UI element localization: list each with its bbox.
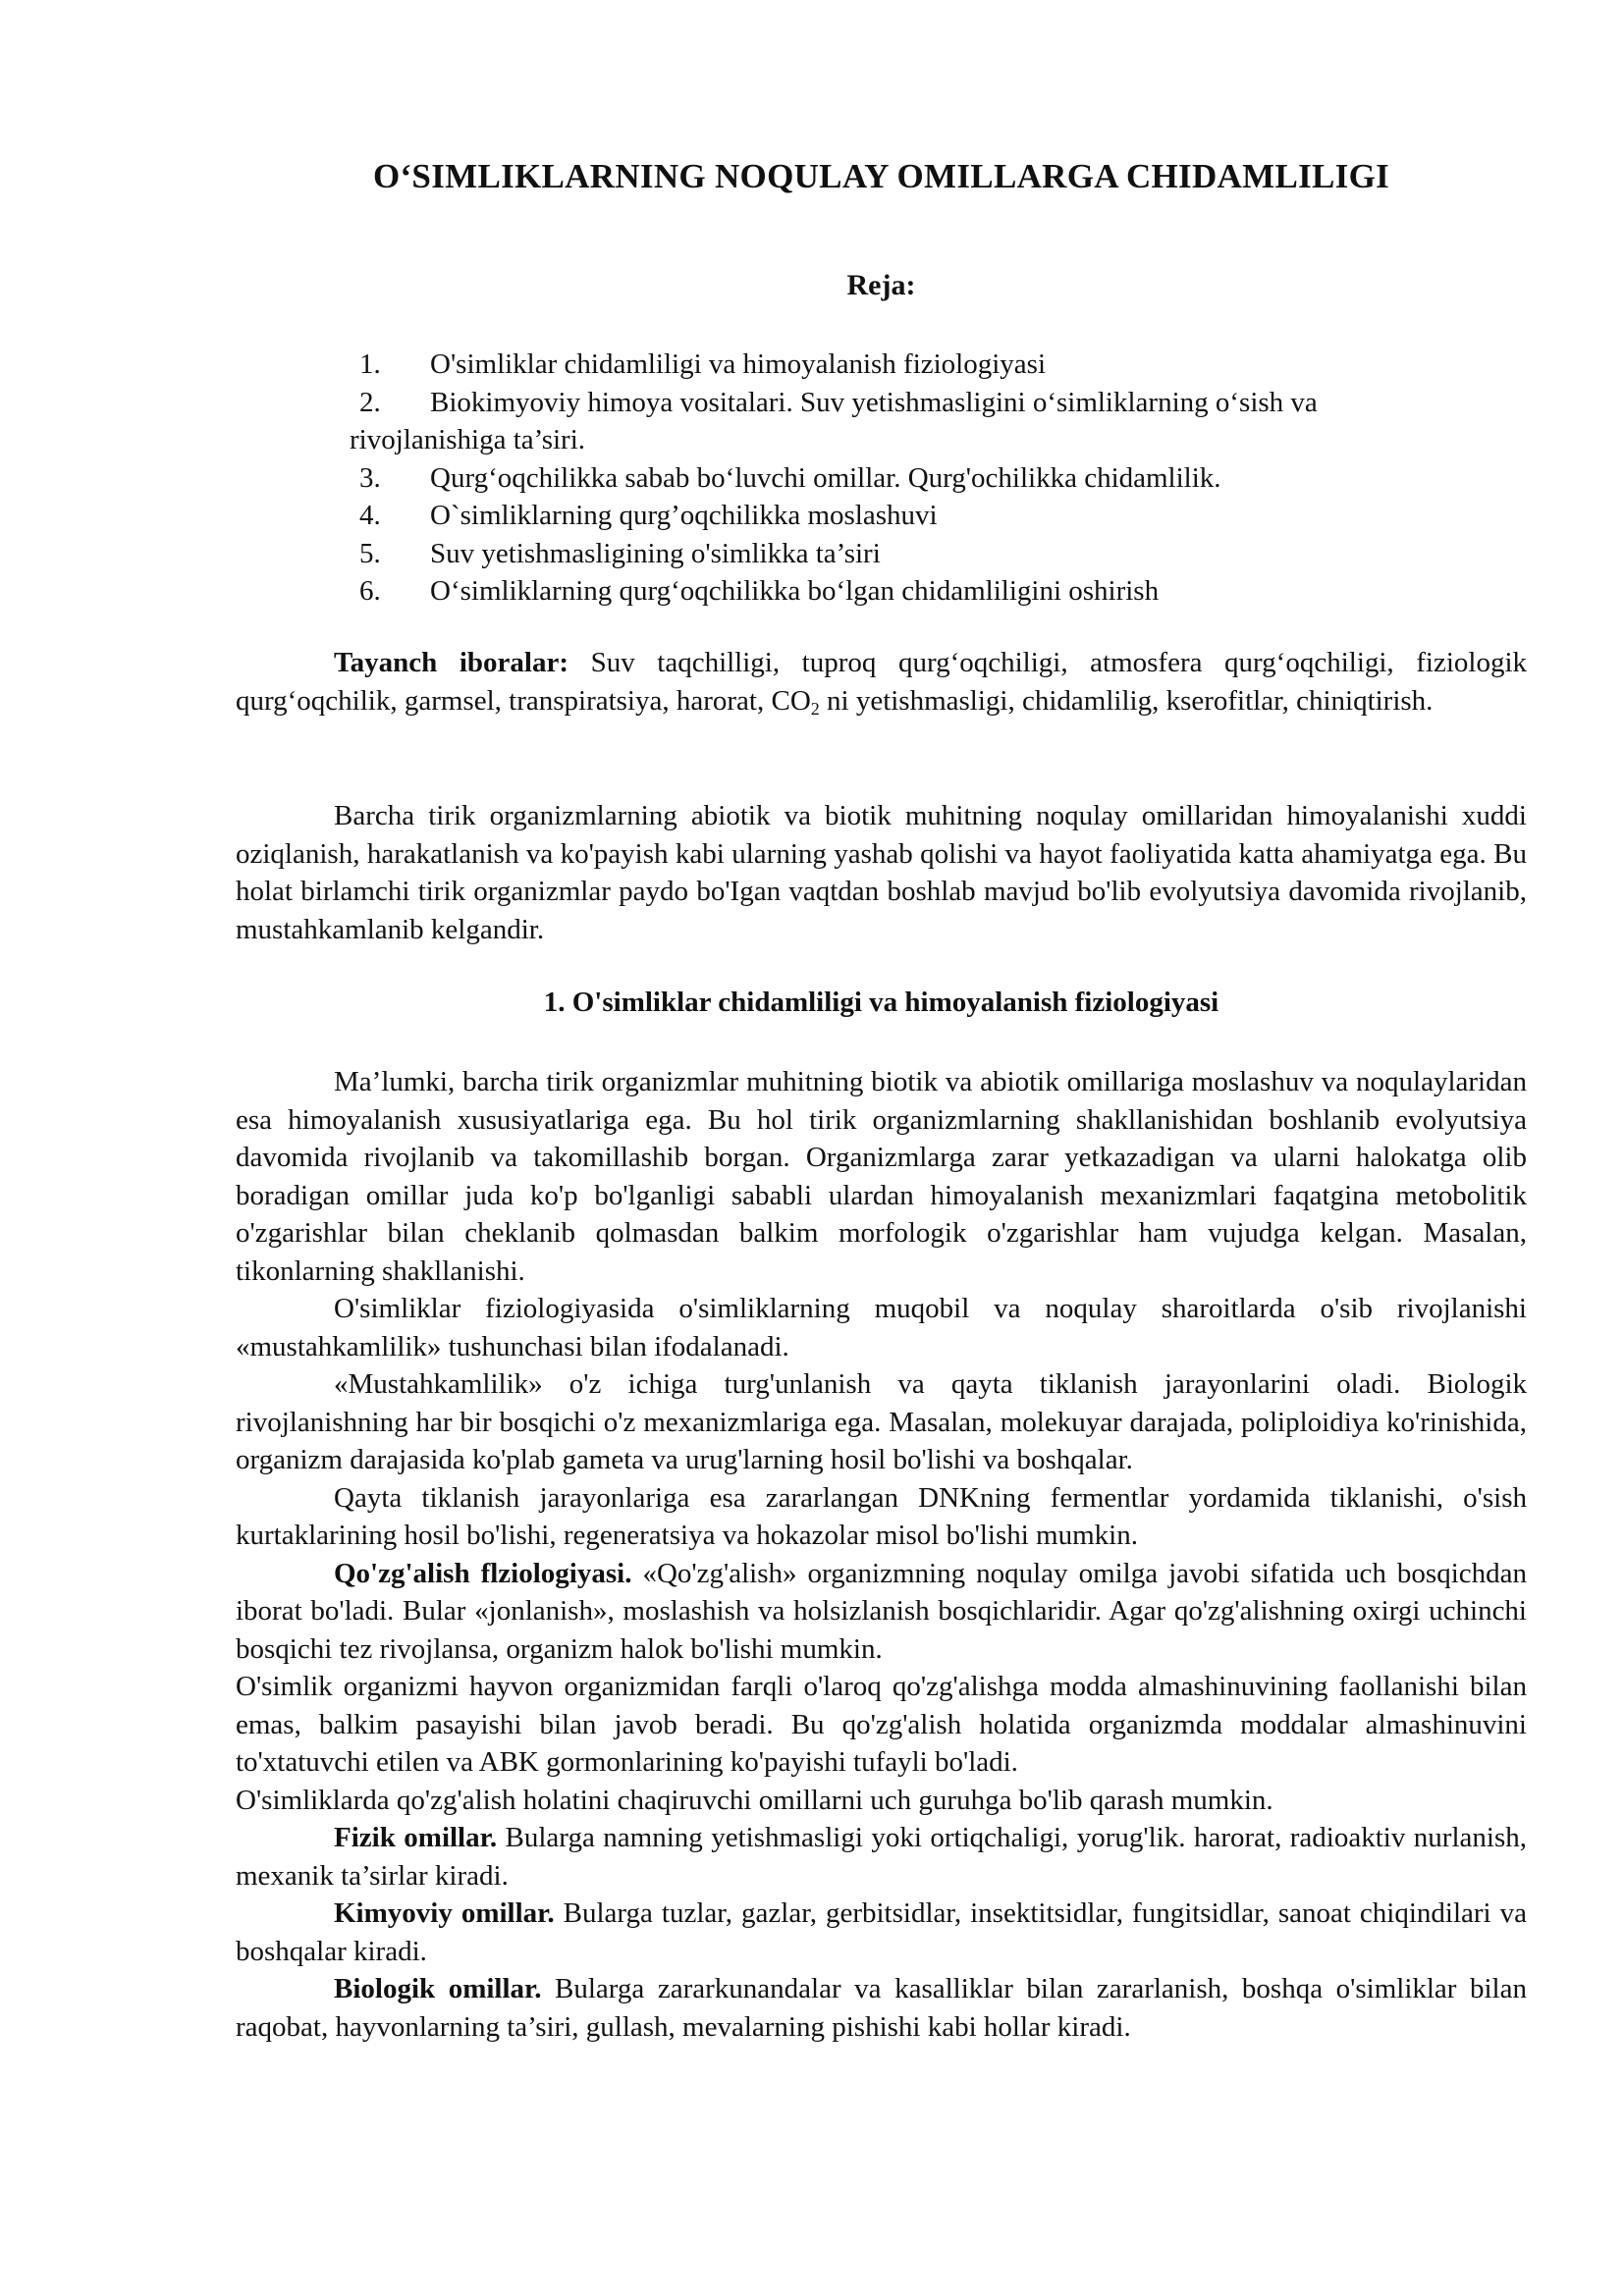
keywords-subscript: 2 — [810, 698, 820, 719]
body-paragraph: «Mustahkamlilik» o'z ichiga turg'unlanish va qayta tiklanish jarayonlarini oladi. Biologik rivojlanishning har bir bosqichi o'z mexanizmlariga ega. Masalan, molekuyar darajada, poliploidiya ko'rinishida, organizm darajasida ko'plab gameta va urug'larning hosil bo'lishi va boshqalar. — [236, 1368, 1527, 1475]
keywords-text: Suv taqchilligi, tuproq qurg‘oqchiligi, atmosfera qurg‘oqchiligi, fiziologik qurg‘oqchilik, garmsel, transpiratsiya, harorat, CO — [236, 647, 1527, 717]
paragraph-text: Bularga tuzlar, gazlar, gerbitsidlar, insektitsidlar, fungitsidlar, sanoat chiqindilari va boshqalar kiradi. — [236, 1897, 1527, 1967]
plan-item-text: Suv yetishmasligining o'simlikka ta’siri — [430, 537, 881, 569]
body-paragraph: Qayta tiklanish jarayonlariga esa zararlangan DNKning fermentlar yordamida tiklanishi, o'sish kurtaklarining hosil bo'lishi, regeneratsiya va hokazolar misol bo'lishi mumkin. — [236, 1481, 1527, 1551]
body-paragraph: O'simliklarda qo'zg'alish holatini chaqiruvchi omillarni uch guruhga bo'lib qarash mumkin. — [236, 1784, 1273, 1816]
paragraph-label: Kimyoviy omillar. — [334, 1897, 555, 1929]
plan-item-text: Biokimyoviy himoya vositalari. Suv yetishmasligini o‘simliklarning o‘sish va — [430, 386, 1318, 418]
keywords-paragraph — [236, 644, 1527, 720]
body-paragraph — [236, 1970, 1527, 2046]
plan-item-6 — [352, 572, 1510, 611]
plan-item-number: 6. — [359, 575, 381, 607]
plan-heading: Reja: — [846, 269, 916, 301]
section-heading: 1. O'simliklar chidamliligi va himoyalanish fiziologiyasi — [543, 987, 1219, 1018]
document-title: O‘SIMLIKLARNING NOQULAY OMILLARGA CHIDAMLILIGI — [372, 157, 1390, 195]
plan-item-continuation: rivojlanishiga ta’siri. — [350, 424, 586, 455]
plan-item-text: O`simliklarning qurg’oqchilikka moslashuvi — [430, 500, 938, 531]
body-paragraph: O'simliklar fiziologiyasida o'simliklarning muqobil va noqulay sharoitlarda o'sib rivojlanishi «mustahkamlilik» tushunchasi bilan ifodalanadi. — [236, 1293, 1527, 1362]
paragraph-text: Bularga namning yetishmasligi yoki ortiqchaligi, yorug'lik. harorat, radioaktiv nurlanish, mexanik ta’sirlar kiradi. — [236, 1822, 1527, 1892]
body-paragraph — [236, 1895, 1527, 1970]
paragraph-text: Bularga zararkunandalar va kasalliklar bilan zararlanish, boshqa o'simliklar bilan raqobat, hayvonlarning ta’siri, gullash, mevalarning pishishi kabi hollar kiradi. — [236, 1973, 1527, 2043]
plan-item-3 — [352, 459, 1510, 498]
body-paragraph — [236, 1555, 1527, 1669]
section-body — [236, 1063, 1527, 2046]
keywords-label: Tayanch iboralar: — [334, 647, 569, 678]
plan-item-5 — [352, 535, 1510, 573]
plan-item-4 — [352, 497, 1510, 535]
plan-item-text: Qurg‘oqchilikka sabab bo‘luvchi omillar. Qurg'ochilikka chidamlilik. — [430, 461, 1221, 494]
plan-item-text: O‘simliklarning qurg‘oqchilikka bo‘lgan chidamliligini oshirish — [430, 575, 1160, 607]
paragraph-text: «Qo'zg'alish» organizmning noqulay omilga javobi sifatida uch bosqichdan iborat bo'ladi. Bular «jonlanish», moslashish va holsizlanish bosqichlaridir. Agar qo'zg'alishning oxirgi uchinchi bosqichi tez rivojlansa, organizm halok bo'lishi mumkin. — [236, 1557, 1528, 1665]
plan-item-text: O'simliklar chidamliligi va himoyalanish fiziologiyasi — [430, 348, 1047, 380]
plan-item-1 — [352, 346, 1510, 384]
paragraph-label: Fizik omillar. — [334, 1822, 498, 1853]
plan-item-number: 3. — [359, 461, 381, 494]
paragraph-label: Qo'zg'alish flziologiyasi. — [334, 1557, 632, 1589]
plan-item-number: 2. — [359, 386, 381, 418]
plan-item-number: 5. — [359, 537, 381, 569]
paragraph-label: Biologik omillar. — [334, 1973, 542, 2004]
plan-item-number: 1. — [359, 348, 381, 380]
body-paragraph: Ma’lumki, barcha tirik organizmlar muhitning biotik va abiotik omillariga moslashuv va noqulaylaridan esa himoyalanish xususiyatlariga ega. Bu hol tirik organizmlarning shakllanishidan boshlanib evolyutsiya davomida rivojlanib va takomillashib borgan. Organizmlarga zarar yetkazadigan va ularni halokatga olib boradigan omillar juda ko'p bo'lganligi sababli ulardan himoyalanish mexanizmlari faqatgina metobolitik o'zgarishlar bilan cheklanib qolmasdan balkim morfologik o'zgarishlar ham vujudga kelgan. Masalan, tikonlarning shakllanishi. — [236, 1066, 1527, 1287]
plan-item-2 — [352, 384, 1510, 459]
intro-paragraph: Barcha tirik organizmlarning abiotik va biotik muhitning noqulay omillaridan himoyalanishi xuddi oziqlanish, harakatlanish va ko'payish kabi ularning yashab qolishi va hayot faoliyatida katta ahamiyatga ega. Bu holat birlamchi tirik organizmlar paydo bo'Igan vaqtdan boshlab mavjud bo'lib evolyutsiya davomida rivojlanib, mustahkamlanib kelgandir. — [236, 800, 1527, 945]
body-paragraph — [236, 1819, 1527, 1895]
plan-item-number: 4. — [359, 500, 381, 531]
plan-list — [352, 346, 1510, 611]
keywords-text-end: ni yetishmasligi, chidamlilig, kserofitlar, chiniqtirish. — [819, 684, 1434, 717]
body-paragraph: O'simlik organizmi hayvon organizmidan farqli o'laroq qo'zg'alishga modda almashinuvining faollanishi bilan emas, balkim pasayishi bilan javob beradi. Bu qo'zg'alish holatida organizmda moddalar almashinuvini to'xtatuvchi etilen va ABK gormonlarining ko'payishi tufayli bo'ladi. — [236, 1671, 1527, 1778]
